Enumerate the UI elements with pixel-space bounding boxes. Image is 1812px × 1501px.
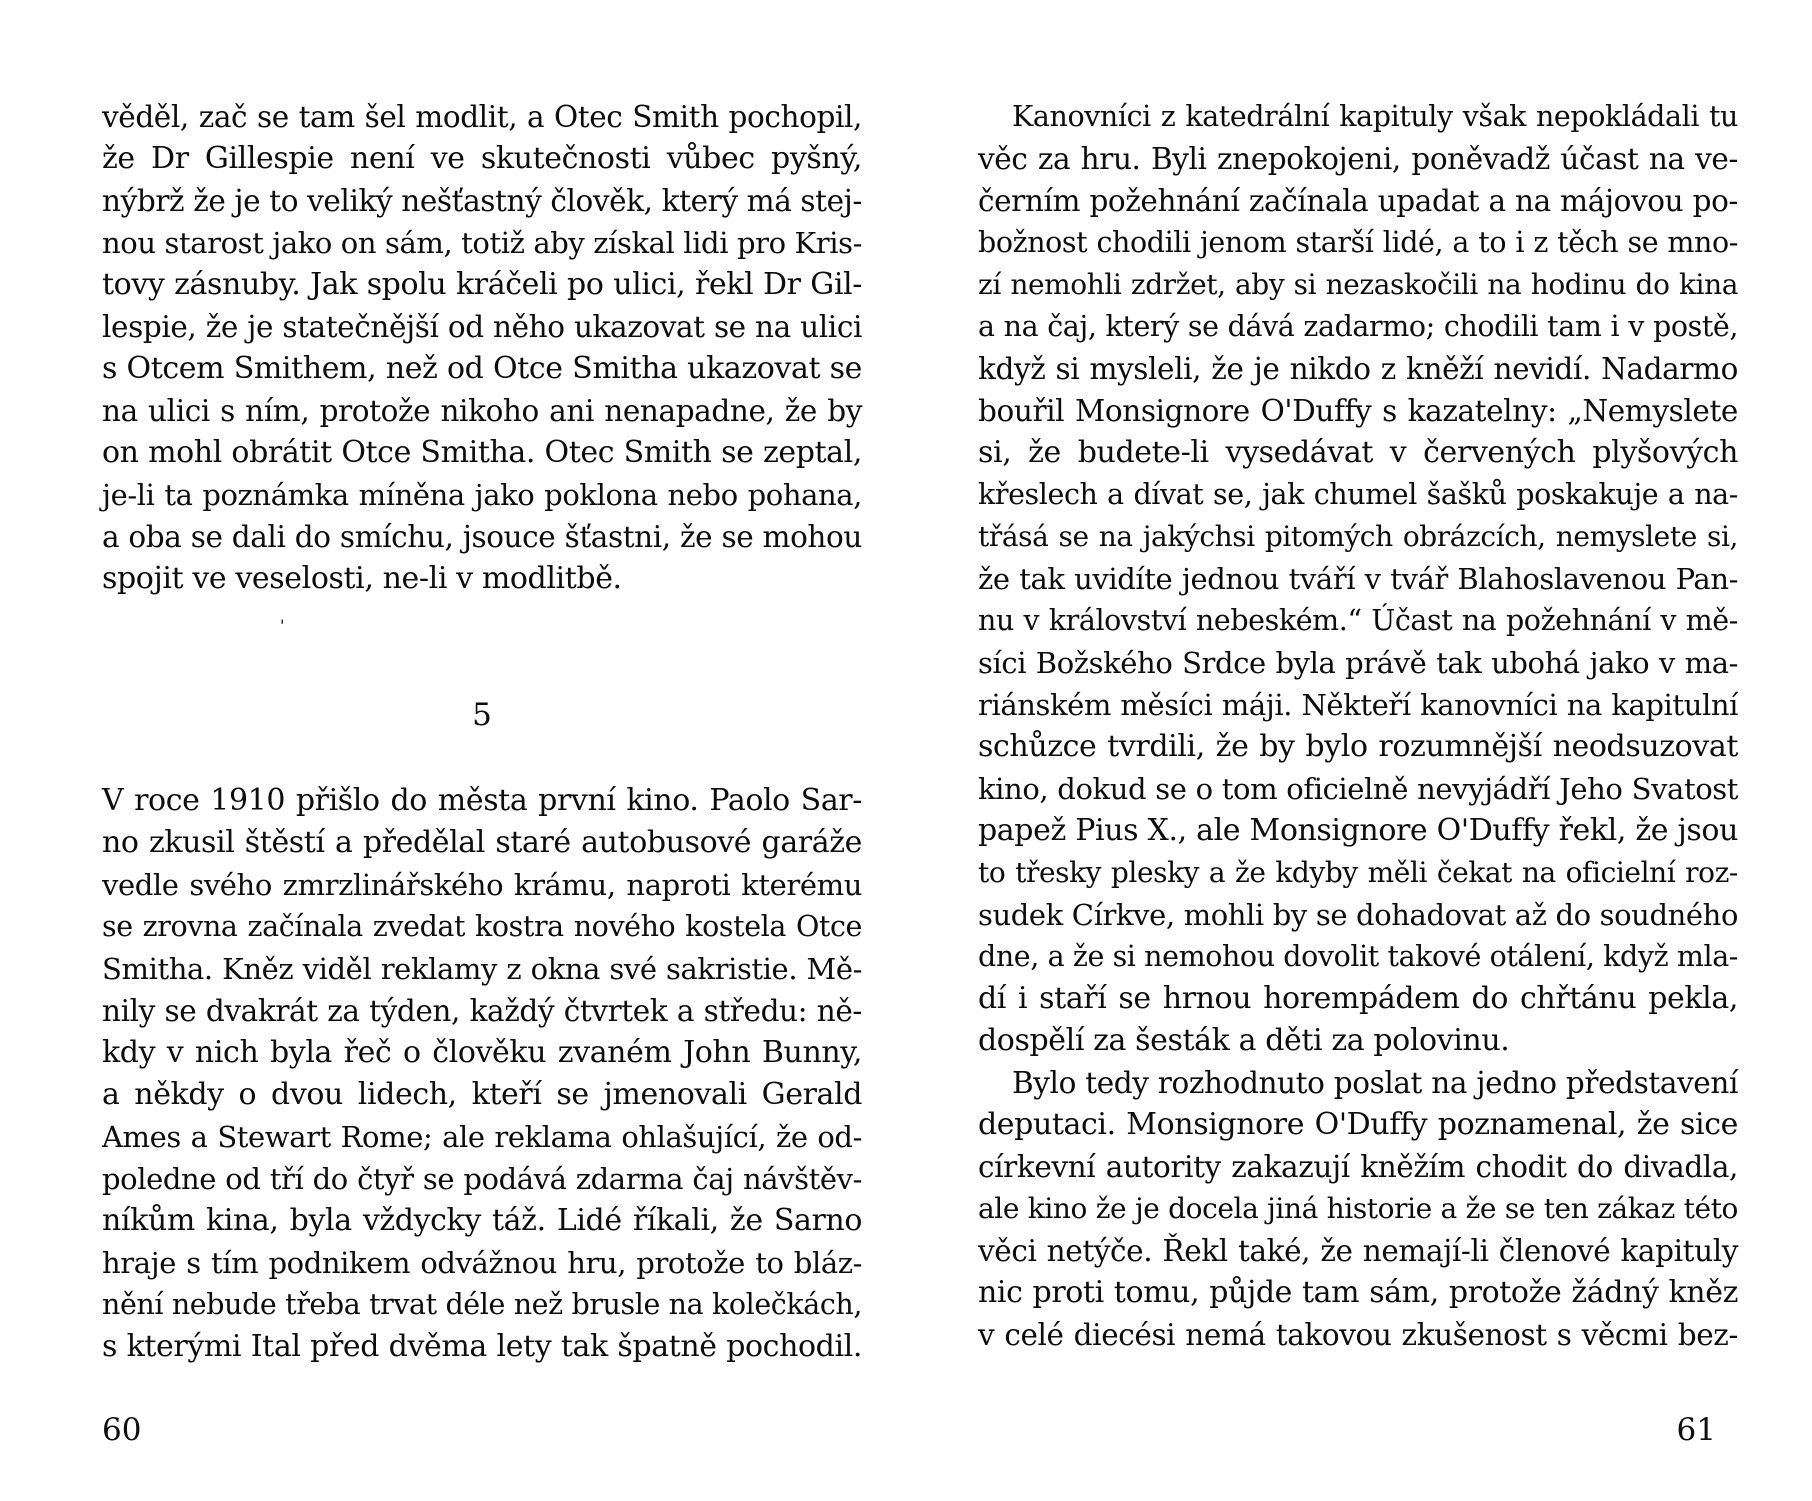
right-page: [978, 0, 1738, 1501]
text-line: s kterými Ital před dvěma lety tak špatně pochodil.: [102, 1329, 862, 1364]
text-line: deputaci. Monsignore O'Duffy poznamenal, že sice: [978, 1107, 1738, 1142]
text-line: si, že budete-li vysedávat v červených plyšových: [978, 435, 1738, 470]
text-line: nýbrž že je to veliký nešťastný člověk, který má stej-: [102, 184, 862, 218]
text-line: tovy zásnuby. Jak spolu kráčeli po ulici, řekl Dr Gil-: [102, 267, 862, 302]
text-line: V roce 1910 přišlo do města první kino. Paolo Sar-: [102, 783, 862, 818]
text-line: zí nemohli zdržet, aby si nezaskočili na hodinu do kina: [978, 268, 1738, 301]
text-line: ale kino že je docela jiná historie a že se ten zákaz této: [978, 1192, 1738, 1225]
text-line: to třesky plesky a že kdyby měli čekat na oficielní roz-: [978, 856, 1738, 889]
text-line: sudek Církve, mohli by se dohadovat až do soudného: [978, 898, 1738, 932]
text-line: věc za hru. Byli znepokojeni, poněvadž účast na ve-: [978, 142, 1738, 176]
text-line: Kanovníci z katedrální kapituly však nepokládali tu: [1012, 100, 1738, 133]
text-line: dí i staří se hrnou horempádem do chřtánu pekla,: [978, 981, 1738, 1016]
text-line: Bylo tedy rozhodnuto poslat na jedno představení: [1012, 1066, 1738, 1100]
text-line: v celé diecési nemá takovou zkušenost s věcmi bez-: [978, 1318, 1738, 1352]
text-line: věci netýče. Řekl také, že nemají-li členové kapituly: [978, 1234, 1738, 1268]
text-line: on mohl obrátit Otce Smitha. Otec Smith se zeptal,: [102, 435, 862, 470]
text-line: božnost chodili jenom starší lidé, a to i z těch se mno-: [978, 226, 1738, 259]
text-line: no zkusil štěstí a předělal staré autobusové garáže: [102, 825, 862, 860]
text-line: bouřil Monsignore O'Duffy s kazatelny: „Nemyslete: [978, 394, 1738, 428]
text-line: Ames a Stewart Rome; ale reklama ohlašující, že od-: [102, 1120, 862, 1154]
text-line: poledne od tří do čtyř se podává zdarma čaj návštěv-: [102, 1162, 862, 1196]
text-line: spojit ve veselosti, ne-li v modlitbě.: [102, 561, 622, 596]
text-line: dne, a že si nemohou dovolit takové otálení, když mla-: [978, 940, 1739, 973]
left-page: [102, 0, 862, 1501]
text-line: když si mysleli, že je nikdo z kněží nevidí. Nadarmo: [978, 352, 1738, 386]
left-paragraph-1: [102, 96, 862, 600]
page-number: 61: [1676, 1412, 1716, 1448]
text-line: křeslech a dívat se, jak chumel šašků poskakuje a na-: [978, 478, 1738, 511]
right-paragraph-1: [978, 96, 1738, 1062]
text-line: lespie, že je statečnější od něho ukazovat se na ulici: [102, 310, 862, 344]
text-line: je-li ta poznámka míněna jako poklona nebo pohana,: [102, 478, 862, 512]
text-line: kino, dokud se o tom oficielně nevyjádří Jeho Svatost: [978, 772, 1738, 806]
text-line: riánském měsíci máji. Někteří kanovníci na kapitulní: [978, 688, 1738, 722]
text-line: hraje s tím podnikem odvážnou hru, protože to bláz-: [102, 1246, 862, 1280]
text-line: věděl, zač se tam šel modlit, a Otec Smith pochopil,: [102, 100, 862, 134]
text-line: dospělí za šesták a děti za polovinu.: [978, 1023, 1510, 1058]
text-line: nily se dvakrát za týden, každý čtvrtek a středu: ně-: [102, 994, 862, 1028]
right-paragraph-2: [978, 1062, 1738, 1356]
text-line: a oba se dali do smíchu, jsouce šťastni, že se mohou: [102, 520, 862, 554]
text-line: papež Pius X., ale Monsignore O'Duffy řekl, že jsou: [978, 813, 1738, 848]
text-line: níkům kina, byla vždycky táž. Lidé říkali, že Sarno: [102, 1203, 862, 1238]
text-line: kdy v nich byla řeč o člověku zvaném John Bunny,: [102, 1035, 862, 1070]
text-line: nu v království nebeském.“ Účast na požehnání v mě-: [978, 604, 1738, 637]
page-number: 60: [102, 1412, 142, 1448]
text-line: se zrovna začínala zvedat kostra nového kostela Otce: [102, 910, 862, 943]
text-line: že tak uvidíte jednou tváří v tvář Blahoslavenou Pan-: [978, 562, 1738, 596]
text-line: nic proti tomu, půjde tam sám, protože žádný kněz: [978, 1275, 1738, 1310]
text-line: nění nebude třeba trvat déle než brusle na kolečkách,: [102, 1288, 862, 1321]
text-line: a na čaj, který se dává zadarmo; chodili tam i v postě,: [978, 310, 1738, 343]
text-line: na ulici s ním, protože nikoho ani nenapadne, že by: [102, 394, 862, 428]
left-paragraph-2: [102, 780, 862, 1368]
text-line: schůzce tvrdili, že by bylo rozumnější neodsuzovat: [978, 729, 1738, 764]
text-line: církevní autority zakazují kněžím chodit do divadla,: [978, 1150, 1738, 1184]
text-line: černím požehnání začínala upadat a na májovou po-: [978, 184, 1738, 218]
text-line: a někdy o dvou lidech, kteří se jmenovali Gerald: [102, 1077, 862, 1112]
text-line: nou starost jako on sám, totiž aby získal lidi pro Kris-: [102, 226, 862, 260]
text-line: že Dr Gillespie není ve skutečnosti vůbec pyšný,: [102, 141, 862, 176]
stray-mark: ': [280, 616, 285, 635]
text-line: síci Božského Srdce byla právě tak ubohá jako v ma-: [978, 646, 1738, 680]
text-line: s Otcem Smithem, než od Otce Smitha ukazovat se: [102, 351, 862, 386]
text-line: Smitha. Kněz viděl reklamy z okna své sakristie. Mě-: [102, 952, 862, 986]
chapter-number: 5: [472, 697, 492, 733]
text-line: vedle svého zmrzlinářského krámu, naproti kterému: [102, 868, 862, 902]
text-line: třásá se na jakýchsi pitomých obrázcích, nemyslete si,: [978, 520, 1738, 553]
